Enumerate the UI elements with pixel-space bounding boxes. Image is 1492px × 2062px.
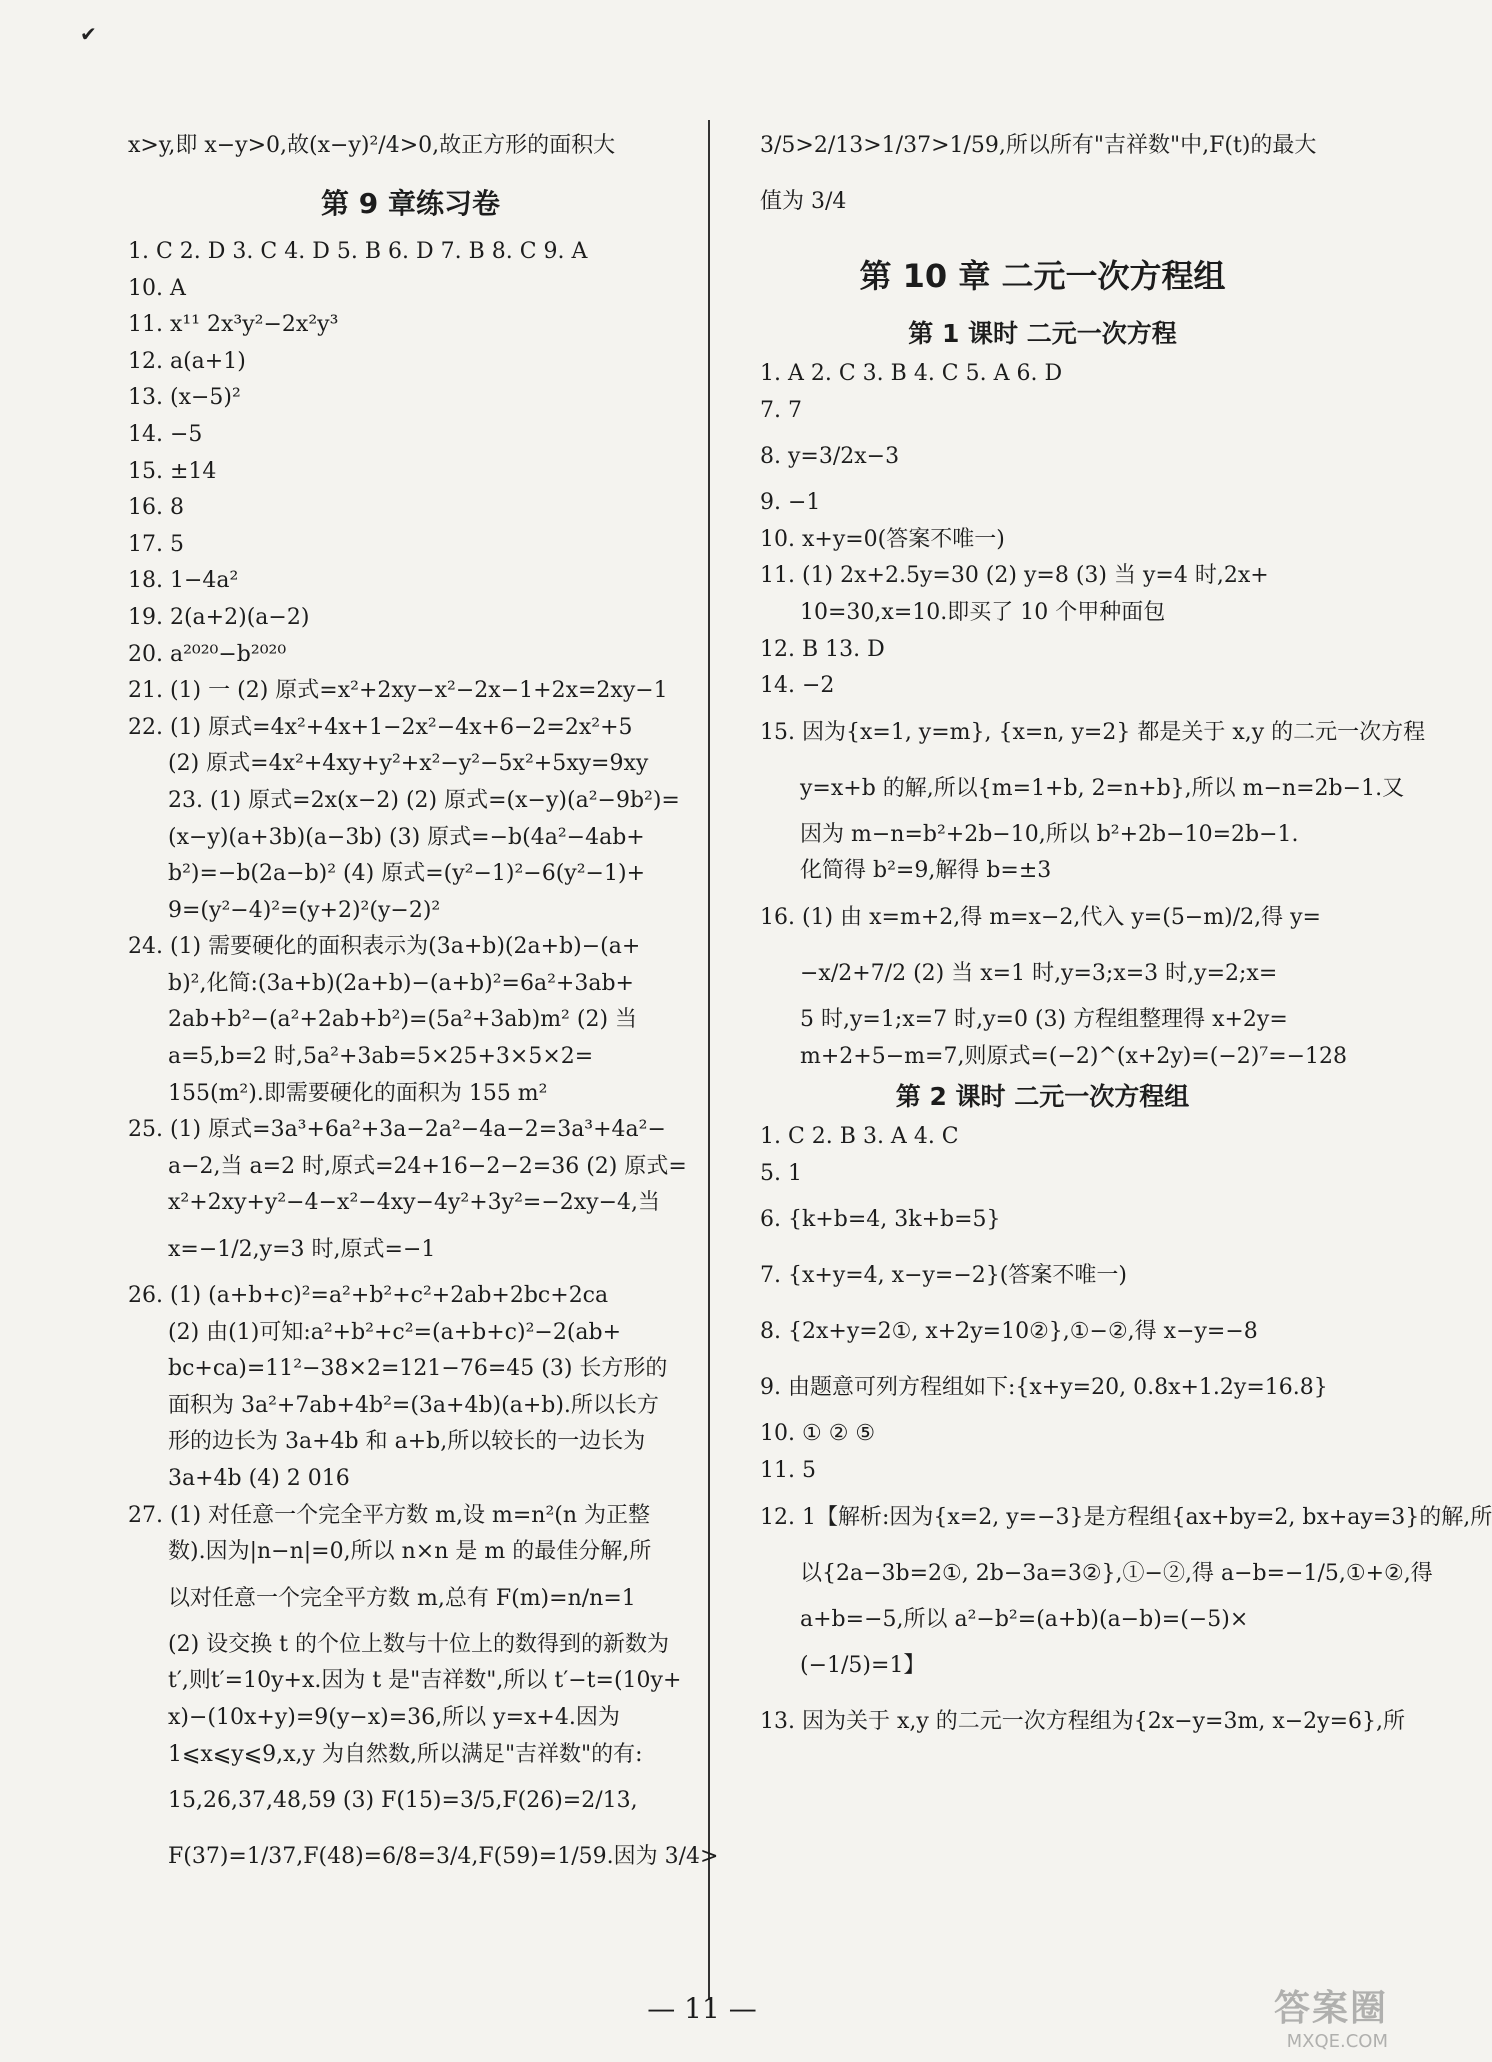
answer-line: 9=(y²−4)²=(y+2)²(y−2)²: [168, 897, 441, 923]
answer-line: 9. 由题意可列方程组如下:{x+y=20, 0.8x+1.2y=16.8}: [760, 1375, 1328, 1401]
answer-line: 因为 m−n=b²+2b−10,所以 b²+2b−10=2b−1.: [800, 821, 1299, 847]
answer-line: 7. 7: [760, 397, 802, 423]
answer-line: 26. (1) (a+b+c)²=a²+b²+c²+2ab+2bc+2ca: [128, 1283, 609, 1309]
answer-line: 12. B 13. D: [760, 636, 885, 662]
answer-line: 25. (1) 原式=3a³+6a²+3a−2a²−4a−2=3a³+4a²−: [128, 1117, 666, 1143]
answer-line: 10=30,x=10.即买了 10 个甲种面包: [800, 599, 1166, 625]
answer-line: 23. (1) 原式=2x(x−2) (2) 原式=(x−y)(a²−9b²)=: [168, 787, 680, 813]
answer-line: 5. 1: [760, 1160, 802, 1186]
answer-line: (2) 设交换 t 的个位上数与十位上的数得到的新数为: [168, 1631, 669, 1657]
answer-line: x)−(10x+y)=9(y−x)=36,所以 y=x+4.因为: [168, 1704, 620, 1730]
answer-line: a=5,b=2 时,5a²+3ab=5×25+3×5×2=: [168, 1044, 594, 1070]
answer-line: 24. (1) 需要硬化的面积表示为(3a+b)(2a+b)−(a+: [128, 934, 641, 960]
answer-line: b)²,化简:(3a+b)(2a+b)−(a+b)²=6a²+3ab+: [168, 970, 634, 996]
answer-line: 1. A 2. C 3. B 4. C 5. A 6. D: [760, 361, 1063, 386]
answer-line: 17. 5: [128, 531, 184, 557]
answer-line: 18. 1−4a²: [128, 568, 239, 594]
answer-line: 27. (1) 对任意一个完全平方数 m,设 m=n²(n 为正整: [128, 1502, 651, 1528]
answer-list: [128, 234, 719, 1885]
answer-line: 1. C 2. B 3. A 4. C: [760, 1124, 959, 1150]
answer-line: 10. ① ② ⑤: [760, 1421, 876, 1447]
answer-line: (−1/5)=1】: [800, 1653, 926, 1679]
answer-line: 13. 因为关于 x,y 的二元一次方程组为{2x−y=3m, x−2y=6},所: [760, 1709, 1406, 1735]
answer-line: 值为 3/4: [760, 189, 847, 214]
answer-line: 11. 5: [760, 1457, 816, 1483]
answer-line: m+2+5−m=7,则原式=(−2)^(x+2y)=(−2)⁷=−128: [800, 1043, 1348, 1069]
lesson-title: 第 2 课时 二元一次方程组: [895, 1082, 1190, 1112]
answer-line: 8. {2x+y=2①, x+2y=10②},①−②,得 x−y=−8: [760, 1319, 1258, 1345]
answer-line: 22. (1) 原式=4x²+4x+1−2x²−4x+6−2=2x²+5: [128, 714, 633, 740]
answer-line: 形的边长为 3a+4b 和 a+b,所以较长的一边长为: [168, 1429, 646, 1455]
answer-line: t′,则t′=10y+x.因为 t 是"吉祥数",所以 t′−t=(10y+: [168, 1668, 682, 1694]
watermark-logo: [1274, 1980, 1388, 2052]
continued-answer-list: [760, 118, 1325, 230]
answer-line: x=−1/2,y=3 时,原式=−1: [168, 1237, 436, 1263]
answer-line: 15,26,37,48,59 (3) F(15)=3/5,F(26)=2/13,: [168, 1788, 638, 1814]
answer-line: 19. 2(a+2)(a−2): [128, 604, 310, 630]
page-number: — 11 —: [647, 1992, 757, 2025]
left-column: [128, 118, 719, 1885]
answer-line: 21. (1) 一 (2) 原式=x²+2xy−x²−2x−1+2x=2xy−1: [128, 678, 668, 704]
answer-line: 15. ±14: [128, 458, 217, 484]
answer-line: F(37)=1/37,F(48)=6/8=3/4,F(59)=1/59.因为 3/4>: [168, 1844, 719, 1870]
answer-line: 7. {x+y=4, x−y=−2}(答案不唯一): [760, 1263, 1127, 1289]
answer-line: 3a+4b (4) 2 016: [168, 1466, 350, 1491]
answer-line: (2) 原式=4x²+4xy+y²+x²−y²−5x²+5xy=9xy: [168, 751, 649, 777]
answer-line: 14. −2: [760, 673, 835, 699]
answer-line: 12. 1【解析:因为{x=2, y=−3}是方程组{ax+by=2, bx+ay=3}的解,所: [760, 1504, 1492, 1530]
answer-line: 10. x+y=0(答案不唯一): [760, 526, 1005, 552]
answer-list: [760, 356, 1426, 1075]
chapter-title: 第 10 章 二元一次方程组: [859, 257, 1226, 295]
right-column: [760, 118, 1492, 1750]
watermark-url: MXQE.COM: [1286, 2031, 1388, 2052]
answer-line: (x−y)(a+3b)(a−3b) (3) 原式=−b(4a²−4ab+: [168, 824, 645, 850]
answer-line: x²+2xy+y²−4−x²−4xy−4y²+3y²=−2xy−4,当: [168, 1190, 661, 1216]
answer-line: 16. (1) 由 x=m+2,得 m=x−2,代入 y=(5−m)/2,得 y=: [760, 904, 1321, 930]
answer-line: 15. 因为{x=1, y=m}, {x=n, y=2} 都是关于 x,y 的二元一次方程: [760, 719, 1426, 745]
answer-line: 以{2a−3b=2①, 2b−3a=3②},①−②,得 a−b=−1/5,①+②,得: [800, 1560, 1433, 1586]
answer-line: 1⩽x⩽y⩽9,x,y 为自然数,所以满足"吉祥数"的有:: [168, 1741, 643, 1767]
answer-line: 11. (1) 2x+2.5y=30 (2) y=8 (3) 当 y=4 时,2x+: [760, 563, 1269, 589]
answer-line: 20. a²⁰²⁰−b²⁰²⁰: [128, 641, 287, 667]
answer-line: 13. (x−5)²: [128, 385, 241, 411]
answer-line: 8. y=3/2x−3: [760, 444, 900, 470]
answer-list: [760, 1119, 1492, 1750]
answer-line: −x/2+7/2 (2) 当 x=1 时,y=3;x=3 时,y=2;x=: [800, 960, 1278, 986]
answer-line: b²)=−b(2a−b)² (4) 原式=(y²−1)²−6(y²−1)+: [168, 861, 646, 887]
answer-line: 面积为 3a²+7ab+4b²=(3a+4b)(a+b).所以长方: [168, 1392, 659, 1418]
answer-line: y=x+b 的解,所以{m=1+b, 2=n+b},所以 m−n=2b−1.又: [800, 775, 1405, 801]
answer-line: 16. 8: [128, 495, 184, 521]
answer-line: bc+ca)=11²−38×2=121−76=45 (3) 长方形的: [168, 1356, 668, 1382]
answer-line: 12. a(a+1): [128, 348, 246, 374]
answer-line: 14. −5: [128, 421, 203, 447]
answer-line: 1. C 2. D 3. C 4. D 5. B 6. D 7. B 8. C 9. A: [128, 239, 588, 264]
answer-line: (2) 由(1)可知:a²+b²+c²=(a+b+c)²−2(ab+: [168, 1319, 622, 1345]
continued-answer-line: x>y,即 x−y>0,故(x−y)²/4>0,故正方形的面积大: [128, 133, 616, 158]
answer-line: 数).因为|n−n|=0,所以 n×n 是 m 的最佳分解,所: [168, 1539, 652, 1565]
answer-line: 10. A: [128, 275, 186, 301]
watermark-logo-text: 答案圈: [1273, 1988, 1388, 2029]
answer-line: a+b=−5,所以 a²−b²=(a+b)(a−b)=(−5)×: [800, 1606, 1249, 1632]
answer-line: 以对任意一个完全平方数 m,总有 F(m)=n/n=1: [168, 1585, 636, 1611]
column-divider: [708, 120, 710, 2000]
answer-line: 化简得 b²=9,解得 b=±3: [800, 858, 1052, 884]
answer-line: 2ab+b²−(a²+2ab+b²)=(5a²+3ab)m² (2) 当: [168, 1007, 638, 1033]
answer-line: 9. −1: [760, 490, 821, 516]
corner-check-mark: ✔: [80, 22, 97, 46]
answer-line: 3/5>2/13>1/37>1/59,所以所有"吉祥数"中,F(t)的最大: [760, 133, 1317, 158]
answer-line: 11. x¹¹ 2x³y²−2x²y³: [128, 312, 339, 338]
answer-line: a−2,当 a=2 时,原式=24+16−2−2=36 (2) 原式=: [168, 1153, 687, 1179]
answer-line: 6. {k+b=4, 3k+b=5}: [760, 1207, 1001, 1233]
answer-line: 5 时,y=1;x=7 时,y=0 (3) 方程组整理得 x+2y=: [800, 1006, 1288, 1032]
answer-line: 155(m²).即需要硬化的面积为 155 m²: [168, 1080, 548, 1106]
lesson-title: 第 1 课时 二元一次方程: [908, 319, 1177, 348]
section-title: 第 9 章练习卷: [321, 187, 500, 220]
